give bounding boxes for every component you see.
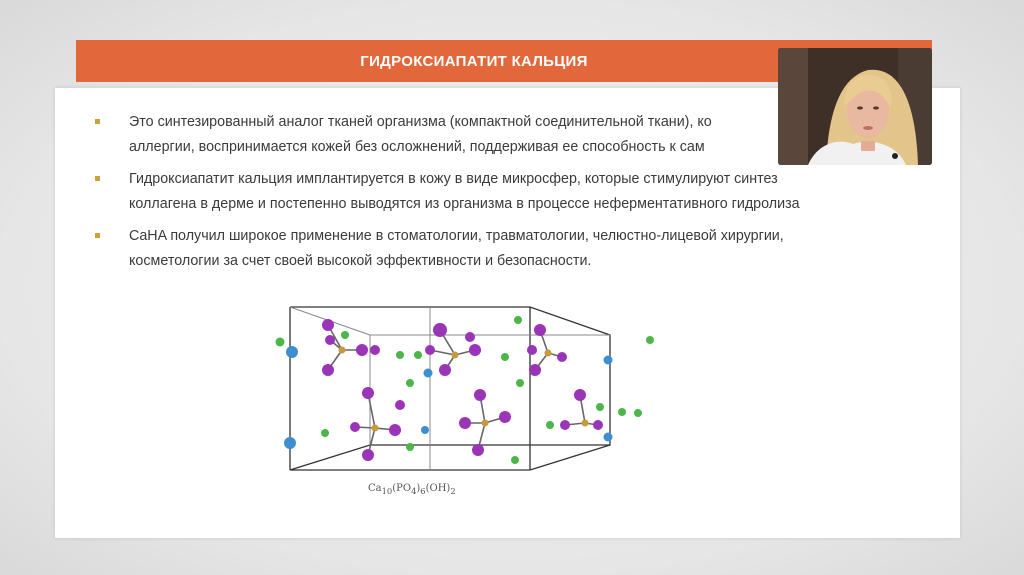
formula-po-subscript: 4 <box>411 486 417 496</box>
bullet-text-line: Гидроксиапатит кальция имплантируется в кожу в виде микросфер, которые стимулируют синтез <box>129 171 778 187</box>
formula-po-multiplier: 6 <box>420 486 426 496</box>
slide-title: ГИДРОКСИАПАТИТ КАЛЬЦИЯ <box>360 52 588 70</box>
bullet-item <box>95 110 895 160</box>
formula-oh-subscript: 2 <box>450 486 456 496</box>
formula-ca: Ca <box>368 483 382 494</box>
formula-ca-subscript: 10 <box>381 486 393 496</box>
bullet-item <box>95 224 895 274</box>
formula-oh: (OH) <box>425 483 451 494</box>
crystal-structure-illustration <box>270 295 660 475</box>
chemical-formula <box>368 483 498 503</box>
bullet-text-line: коллагена в дерме и постепенно выводятся из организма в процессе неферментативного гидролиза <box>129 196 800 212</box>
bullet-text-line: CaHA получил широкое применение в стоматологии, травматологии, челюстно-лицевой хирургии, <box>129 228 784 244</box>
bullet-text-line: косметологии за счет своей высокой эффективности и безопасности. <box>129 253 592 269</box>
bullet-text-line: аллергии, воспринимается кожей без осложнений, поддерживая ее способность к сам <box>129 139 705 155</box>
square-bullet-icon <box>95 233 100 238</box>
bullet-item <box>95 167 895 217</box>
bullet-text-line: Это синтезированный аналог тканей организма (компактной соединительной ткани), ко <box>129 114 712 130</box>
formula-po: (PO <box>392 483 412 494</box>
square-bullet-icon <box>95 119 100 124</box>
square-bullet-icon <box>95 176 100 181</box>
presenter-video-icon <box>778 48 932 165</box>
bullet-list <box>95 110 895 281</box>
formula-po-close: ) <box>416 483 421 494</box>
